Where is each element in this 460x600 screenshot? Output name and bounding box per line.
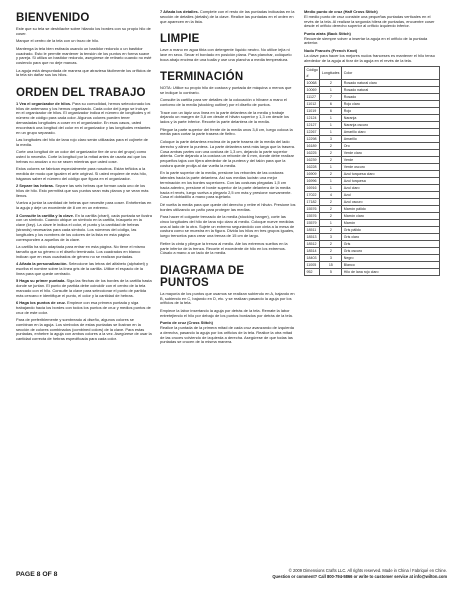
cell-lengths: 3: [320, 136, 342, 143]
terminacion-paragraph: En la parte superior de la media, presione los rebordes de las costuras laterales hacia la parte delantera. Así sus medias lucirán una mejor terminación en los bordes superiores. Con las costuras plegadas 1,5 cm hacia adentro, presione el borde superior de la parte delantera de la media hacia el revés, luego vuelva a plegarlo 2,5 cm más y presione nuevamente. Cosa el dobladillo a mano para sujetarlo.: [160, 170, 292, 200]
bienvenido-paragraph: Este que su tela se deshilache sobre hilando los bordes con su propio hilo de coser.: [16, 26, 151, 36]
orden-paragraph: [16, 184, 152, 198]
bienvenido-paragraph: Marque el centro de la tela con un trozo de hilo.: [16, 38, 100, 44]
cell-color: Gris pálido: [342, 227, 440, 234]
diagrama-paragraph: La mayoría de los puntos que usamos se realizan subiendo en A, bajando en B, subiendo en C, bajando en D, etc. y se realizan pasando la aguja por los orificios de la tela.: [160, 290, 295, 306]
cell-lengths: 6: [320, 108, 342, 115]
cell-lengths: 2: [320, 206, 342, 213]
cell-lengths: 2: [320, 248, 342, 255]
terminacion-paragraph: Dé vuelta la media para que quede del derecho y retire el hilván. Presione los bordes utilizando un paño para proteger las medias.: [160, 201, 296, 212]
orden-paragraph: [16, 214, 152, 243]
step-text: La cartilla ha sido adaptada para entrar en esta página. No tiene el mismo tamaño que su género o el diseño terminado. Los cuadrados en blanco indican que en esos cuadrados de género no se realizan puntadas.: [16, 244, 146, 259]
terminacion-paragraph: Pliegue la parte superior del frente de la media unos 3,8 cm, luego coloca la media para cortar la parte trasera de fieltro.: [160, 126, 293, 137]
cell-code: 17022: [305, 192, 320, 199]
limpie-paragraph: Lave a mano en agua tibia con detergente líquido neutro. No utilice lejía ni lave en seco. Secar el bordado en posición plana. Para planchar, colóquelo boca abajo encima de una toalla y use una plancha a media temperatura.: [160, 47, 292, 62]
cell-color: Marrón pálido: [342, 206, 440, 213]
stitch-text: El medio punto de cruz consiste una pequeñas puntadas verticales en el revés de la tela. Al realizar la segunda hilera de puntadas, encuentre coser desde el orificio derecho superior al orificio izquierdo inferior.: [304, 13, 435, 29]
step-text: Corte una longitud de un color del organizador tire de uno del grupo) como usted lo necesita. Corte la longitud por la mitad antes de usarla así que los hebras no anudan o no se rasen mientras que usted cose.: [16, 149, 147, 164]
terminacion-paragraph: Para hacer el colgante trenzado de la media (stocking hanger), corte las cinco longitudes del hilo de lana rojo claro al medio. Coloque nueve medidas una al lado de la otra. Sujete un extremo segurándolo con cinta a la mesa de costura como se muestra en la figura. Divida los hilos en tres grupos iguales, luego trencelos para crear una trenza de 15 cm de largo.: [160, 214, 295, 239]
heading-terminacion: TERMINACIÓN: [160, 71, 244, 84]
table-row: [305, 108, 440, 115]
table-row: [305, 185, 440, 192]
header-color: Color: [342, 67, 440, 80]
cell-lengths: 2: [320, 80, 342, 87]
step-text: Para de preferiblemente y sombreado al diseño, algunos colores se combinan en la aguja. Los símbolos de estas puntadas se ilustran en la sección de colores combinados (combined colors) de la clave. Para estas puntadas, enhebre la aguja con ambos colores a la vez. Asegúrese de usar la cantidad correcta de hebras especificada para cada color.: [16, 317, 152, 342]
cell-color: Naranja: [342, 115, 440, 122]
heading-limpie: LIMPIE: [160, 33, 200, 46]
cell-color: Rojo: [342, 108, 440, 115]
terminacion-paragraph: Consulte la cartilla para ver detalles de la colocación o hilvane a mano el contorno de la media (stocking outline) por el diseño de puntos.: [160, 97, 287, 108]
table-row: [305, 164, 440, 171]
cell-color: Negro: [342, 255, 440, 262]
table-row: [305, 227, 440, 234]
half-cross-paragraph: [304, 10, 440, 29]
orden-paragraph: [16, 102, 152, 136]
terminacion-paragraph: Retire la cinta y pliegue la trenza al medio. Ate los extremos sueltos en la parte inferior de la trenza. Recorte el excedente de hilo en los extremos. Cósalo a mano a un lado de la media.: [160, 240, 288, 256]
cell-lengths: 2: [320, 171, 342, 178]
cell-color: Blanco: [342, 262, 440, 269]
cell-code: 11019: [305, 108, 320, 115]
cell-color: Gris: [342, 241, 440, 248]
cell-lengths: 1: [320, 115, 342, 122]
stitch-text: Realice la puntada de la primera mitad de cada cruz avanzando de izquierda a derecha, pasando la aguja por los orificios de la tela. Realice la otra mitad de las cruces volviendo de izquierda a derecha. Asegúrese de que todas las puntadas se crucen de la misma manera.: [160, 324, 294, 345]
cell-color: Marrón claro: [342, 213, 440, 220]
cell-color: Rosado: [342, 94, 440, 101]
cell-code: 10068: [305, 80, 320, 87]
cell-lengths: 1: [320, 220, 342, 227]
cell-lengths: 2: [320, 227, 342, 234]
step-text: Empiece con esa primera puntada y siga trabajando hacia los bordes con todos los puntos de cruz y medios puntos de cruz de este color.: [16, 300, 151, 315]
cell-color: Verde claro: [342, 150, 440, 157]
cell-code: 18513: [305, 234, 320, 241]
cell-lengths: 2: [320, 150, 342, 157]
step-label: 7 Añada los detalles.: [160, 10, 199, 14]
cell-code: 11005: [305, 262, 320, 269]
step-label: 3 Consulte la cartilla y la clave.: [16, 212, 74, 218]
cell-code: 12127: [305, 122, 320, 129]
bienvenido-paragraph: Mantenga la tela bien estirada usando un bastidor redondo o un bastidor cuadrado. Esto le permite mantener la tensión de los puntos en forma suave y pareja. Si utiliza un bastidor redondo, asegúrese de retirarlo cuando no esté cosiendo para que no deje marcas.: [16, 45, 152, 66]
orden-paragraph: [16, 201, 152, 211]
table-row: [305, 94, 440, 101]
orden-paragraph: [16, 279, 152, 298]
table-row: [305, 80, 440, 87]
cell-lengths: 1: [320, 178, 342, 185]
cell-code: 12298: [305, 136, 320, 143]
heading-orden-del-trabajo: ORDEN DEL TRABAJO: [16, 86, 146, 99]
step-text: Para su comodidad, hemos seleccionado los hilos de antemano y los hemos organizado. Cada color del juego se incluye en el organizador de hilos. El organizador indica el número de longitudes y el número de código para cada color. Algunos colores pueden tener demasiadas longitudes a coser en el organizador. En esos casos, usted encontrará una longitud del color en el organizador y las longitudes restantes en un grupo separado.: [16, 100, 151, 135]
cell-code: 15576: [305, 206, 320, 213]
cell-code: 952: [305, 269, 320, 276]
cell-code: 12124: [305, 115, 320, 122]
table-row: [305, 150, 440, 157]
cell-code: 10069: [305, 87, 320, 94]
table-row: [305, 234, 440, 241]
orden-paragraph: [16, 245, 152, 259]
header-code: Código #: [306, 68, 318, 79]
table-row: [305, 192, 440, 199]
stitch-title: Punto de cruz (Cross Stitch): [160, 320, 213, 326]
stitch-title: Medio punto de cruz (Half Cross Stitch): [304, 10, 378, 14]
cell-color: Naranja oscuro: [342, 122, 440, 129]
table-row: [305, 220, 440, 227]
footer-info: [175, 568, 447, 579]
step-label: 2 Separe las hebras.: [16, 183, 55, 189]
table-row: [305, 129, 440, 136]
cell-lengths: 2: [320, 241, 342, 248]
step-text: Separe las seis hebras que forman cada uno de los hilos de hilo. Esto permitirá que sus puntos sean más planos y se vean más llenos.: [16, 183, 149, 198]
diagrama-paragraph: Empiece la labor insertando la aguja por detrás de la tela. Remate la labor entretejiendo el hilo por debajo de los puntos bordados por detrás de la tela.: [160, 307, 293, 318]
cell-color: Azul oscuro: [342, 199, 440, 206]
cell-code: 16916: [305, 185, 320, 192]
cell-color: Azul claro: [342, 185, 440, 192]
cell-code: 16225: [305, 150, 320, 157]
table-row: [305, 255, 440, 262]
cell-lengths: 1: [320, 87, 342, 94]
cell-color: Rojo claro: [342, 101, 440, 108]
cell-color: Verde: [342, 157, 440, 164]
table-row: [305, 262, 440, 269]
cell-code: 11127: [305, 94, 320, 101]
cross-stitch-paragraph: [160, 321, 296, 345]
cell-color: Verde oscuro: [342, 164, 440, 171]
cell-code: 16228: [305, 164, 320, 171]
cell-lengths: 4: [320, 192, 342, 199]
heading-diagrama-de-puntos: DIAGRAMA DE PUNTOS: [160, 264, 245, 289]
cell-code: 15576: [305, 213, 320, 220]
cell-lengths: 2: [320, 213, 342, 220]
terminacion-paragraph: NOTA: Utilice su propio hilo de costura y puntada de máquina o menos que se indique lo contrario.: [160, 85, 292, 95]
table-row: [305, 178, 440, 185]
cell-lengths: 3: [320, 234, 342, 241]
cell-lengths: 1: [320, 129, 342, 136]
step-text: Estos colores se fabrican especialmente para nosotros. Están teñidos a la medida de modo que igualen el arte original. Si usted requiere de más hilo, háganos saber el número del código que figura en el organizador.: [16, 166, 147, 181]
orden-paragraph: [16, 138, 152, 148]
thread-color-table: [304, 66, 440, 276]
step-text: Seleccione las letras del alfabeto (alphabet) y escriba el nombre sobre la línea gris de la cartilla. Utilice el espacio de la línea para que quede centrado.: [16, 261, 149, 276]
thread-table-body: [305, 80, 440, 276]
table-row: [305, 143, 440, 150]
cell-code: 18514: [305, 248, 320, 255]
table-row: [305, 213, 440, 220]
cell-lengths: 6: [320, 101, 342, 108]
cell-code: 18403: [305, 255, 320, 262]
orden-paragraph: [16, 262, 152, 276]
cell-code: 18511: [305, 227, 320, 234]
cell-code: 16996: [305, 178, 320, 185]
terminacion-paragraph: Coloque la parte delantera encima de la parte trasera de la media del lado derecho y alinee la puntera. La parte delantera será más larga que la trasera. Cosa ambas partes con una costura de 1,3 cm, dejando la parte superior abierta. Corte dejando a la costura un reborde de 6 mm, donde debe realizar pequeños tajos con tijera alrededor de la puntera y del talón para que la costura quede prolija al dar vuelta la media.: [160, 138, 296, 168]
cell-code: 17182: [305, 199, 320, 206]
step-label: 4 Añada la personalización.: [16, 261, 68, 267]
stitch-title: Punto atrás (Back Stitch): [304, 30, 351, 36]
table-row: [305, 241, 440, 248]
step-text: Las longitudes del hilo de lana rojo claro serán utilizadas para el cojinete de la media.: [16, 137, 148, 147]
cell-lengths: 2: [320, 199, 342, 206]
cell-lengths: 7: [320, 94, 342, 101]
back-stitch-paragraph: [304, 32, 440, 46]
column-1: [16, 10, 152, 570]
heading-bienvenido: BIENVENIDO: [16, 12, 90, 24]
orden-paragraph: [16, 150, 152, 164]
stitch-text: Recuerde siempre volver a insertar la aguja en el orificio de la puntada anterior.: [304, 35, 428, 46]
table-row: [305, 248, 440, 255]
cell-lengths: 1: [320, 185, 342, 192]
table-row: [305, 269, 440, 276]
table-row: [305, 87, 440, 94]
cell-color: Rosado natural claro: [342, 80, 440, 87]
cell-code: 16909: [305, 171, 320, 178]
table-row: [305, 101, 440, 108]
cell-lengths: 2: [320, 143, 342, 150]
cell-color: Azul turquesa claro: [342, 171, 440, 178]
cell-code: 18512: [305, 241, 320, 248]
table-row: [305, 171, 440, 178]
cell-color: Amarillo: [342, 136, 440, 143]
cell-lengths: 3: [320, 255, 342, 262]
table-row: [305, 157, 440, 164]
step-label: 5 Haga su primer puntada.: [16, 278, 66, 284]
step-label: 6 Haga los puntos de cruz.: [16, 300, 66, 305]
table-row: [305, 206, 440, 213]
cell-color: Rosado natural: [342, 87, 440, 94]
table-header-row: [305, 67, 440, 80]
column-2: [160, 10, 296, 570]
step-text: En la cartilla (chart), cada puntada se ilustra con un símbolo. Cuando ubique un símbolo en la cartilla, búsquelo en la clave (key). La clave le indica el color, el punto y la cantidad de hebras (strands) necesarias para cada símbolo. Los números del código, las longitudes y los nombres de los colores de la lista en esta página corresponden a aquellos de la clave.: [16, 212, 152, 242]
cell-color: Azul turquesa: [342, 178, 440, 185]
instruction-page: [16, 10, 448, 570]
cell-color: Hilo de lana rojo claro: [342, 269, 440, 276]
page-number: PAGE 8 OF 8: [16, 571, 58, 578]
orden-paragraph: [16, 318, 152, 342]
orden-paragraph: [16, 167, 152, 181]
column-3: [304, 10, 440, 570]
table-row: [305, 136, 440, 143]
step-7-paragraph: [160, 10, 296, 24]
step-text: Complete con el resto de las puntadas indicadas en la sección de detalles (details) de la clave. Realice las puntadas en el orden en que aparecen en la lista.: [160, 10, 295, 24]
cell-code: 16239: [305, 157, 320, 164]
orden-paragraph: [16, 301, 152, 315]
bienvenido-paragraph: La aguja está despuntada de manera que atraviesa fácilmente los orificios de la tela sin dañar sus los hilos.: [16, 67, 152, 78]
cell-color: Oro: [342, 143, 440, 150]
cell-lengths: 15: [320, 262, 342, 269]
cell-lengths: 2: [320, 157, 342, 164]
french-knot-paragraph: [304, 49, 440, 63]
stitch-text: La clave para hacer los mejores nudos franceses es mantener el hilo tenso alrededor de la aguja al tirar de la aguja en el revés de la tela.: [304, 52, 435, 63]
cell-code: 16189: [305, 143, 320, 150]
step-text: Siga las flechas de los bordes de la cartilla hasta donde se juntan. El punto de partida debe coincidir con el centro de la tela marcado con el hilo. Consulte la clave para seleccionar el punto de partida más cercano e identifique el punto, el color y la cantidad de hebras.: [16, 278, 152, 298]
terminacion-paragraph: Trace con un lápiz una línea en la parte delantera de la media y trabaje dejando un margen de 3,8 cm desde el hilván superior y 1,3 cm desde los lados y la parte inferior. Recorte la parte delantera de la media.: [160, 109, 289, 125]
cell-color: Gris oscuro: [342, 248, 440, 255]
stitch-title: Nudo Francés (French Knot): [304, 47, 358, 53]
cell-lengths: 1: [320, 164, 342, 171]
table-row: [305, 122, 440, 129]
cell-lengths: 5: [320, 269, 342, 276]
cell-color: Marrón: [342, 220, 440, 227]
table-row: [305, 115, 440, 122]
step-text: Vuelva a juntar la cantidad de hebras que necesite para coser. Enhébrelas en la aguja y deje un excedente de 8 cm en un extremo.: [16, 200, 152, 211]
step-label: 1 Vea el organizador de hilos.: [16, 100, 72, 106]
cell-color: Azul: [342, 192, 440, 199]
cell-code: 15579: [305, 220, 320, 227]
cell-color: Gris claro: [342, 234, 440, 241]
cell-color: Amarillo claro: [342, 129, 440, 136]
table-row: [305, 199, 440, 206]
copyright-text: © 2009 Dimensions Crafts LLC. All rights reserved. Made in China / Fabriqué en Chine.: [288, 568, 447, 573]
header-lengths: Longitudes: [320, 67, 342, 80]
contact-text: Question or comment? Call 800-794-5866 or write to customer service at info@wilton.com: [272, 573, 447, 579]
cell-code: 11012: [305, 101, 320, 108]
cell-code: 12267: [305, 129, 320, 136]
cell-lengths: 1: [320, 122, 342, 129]
